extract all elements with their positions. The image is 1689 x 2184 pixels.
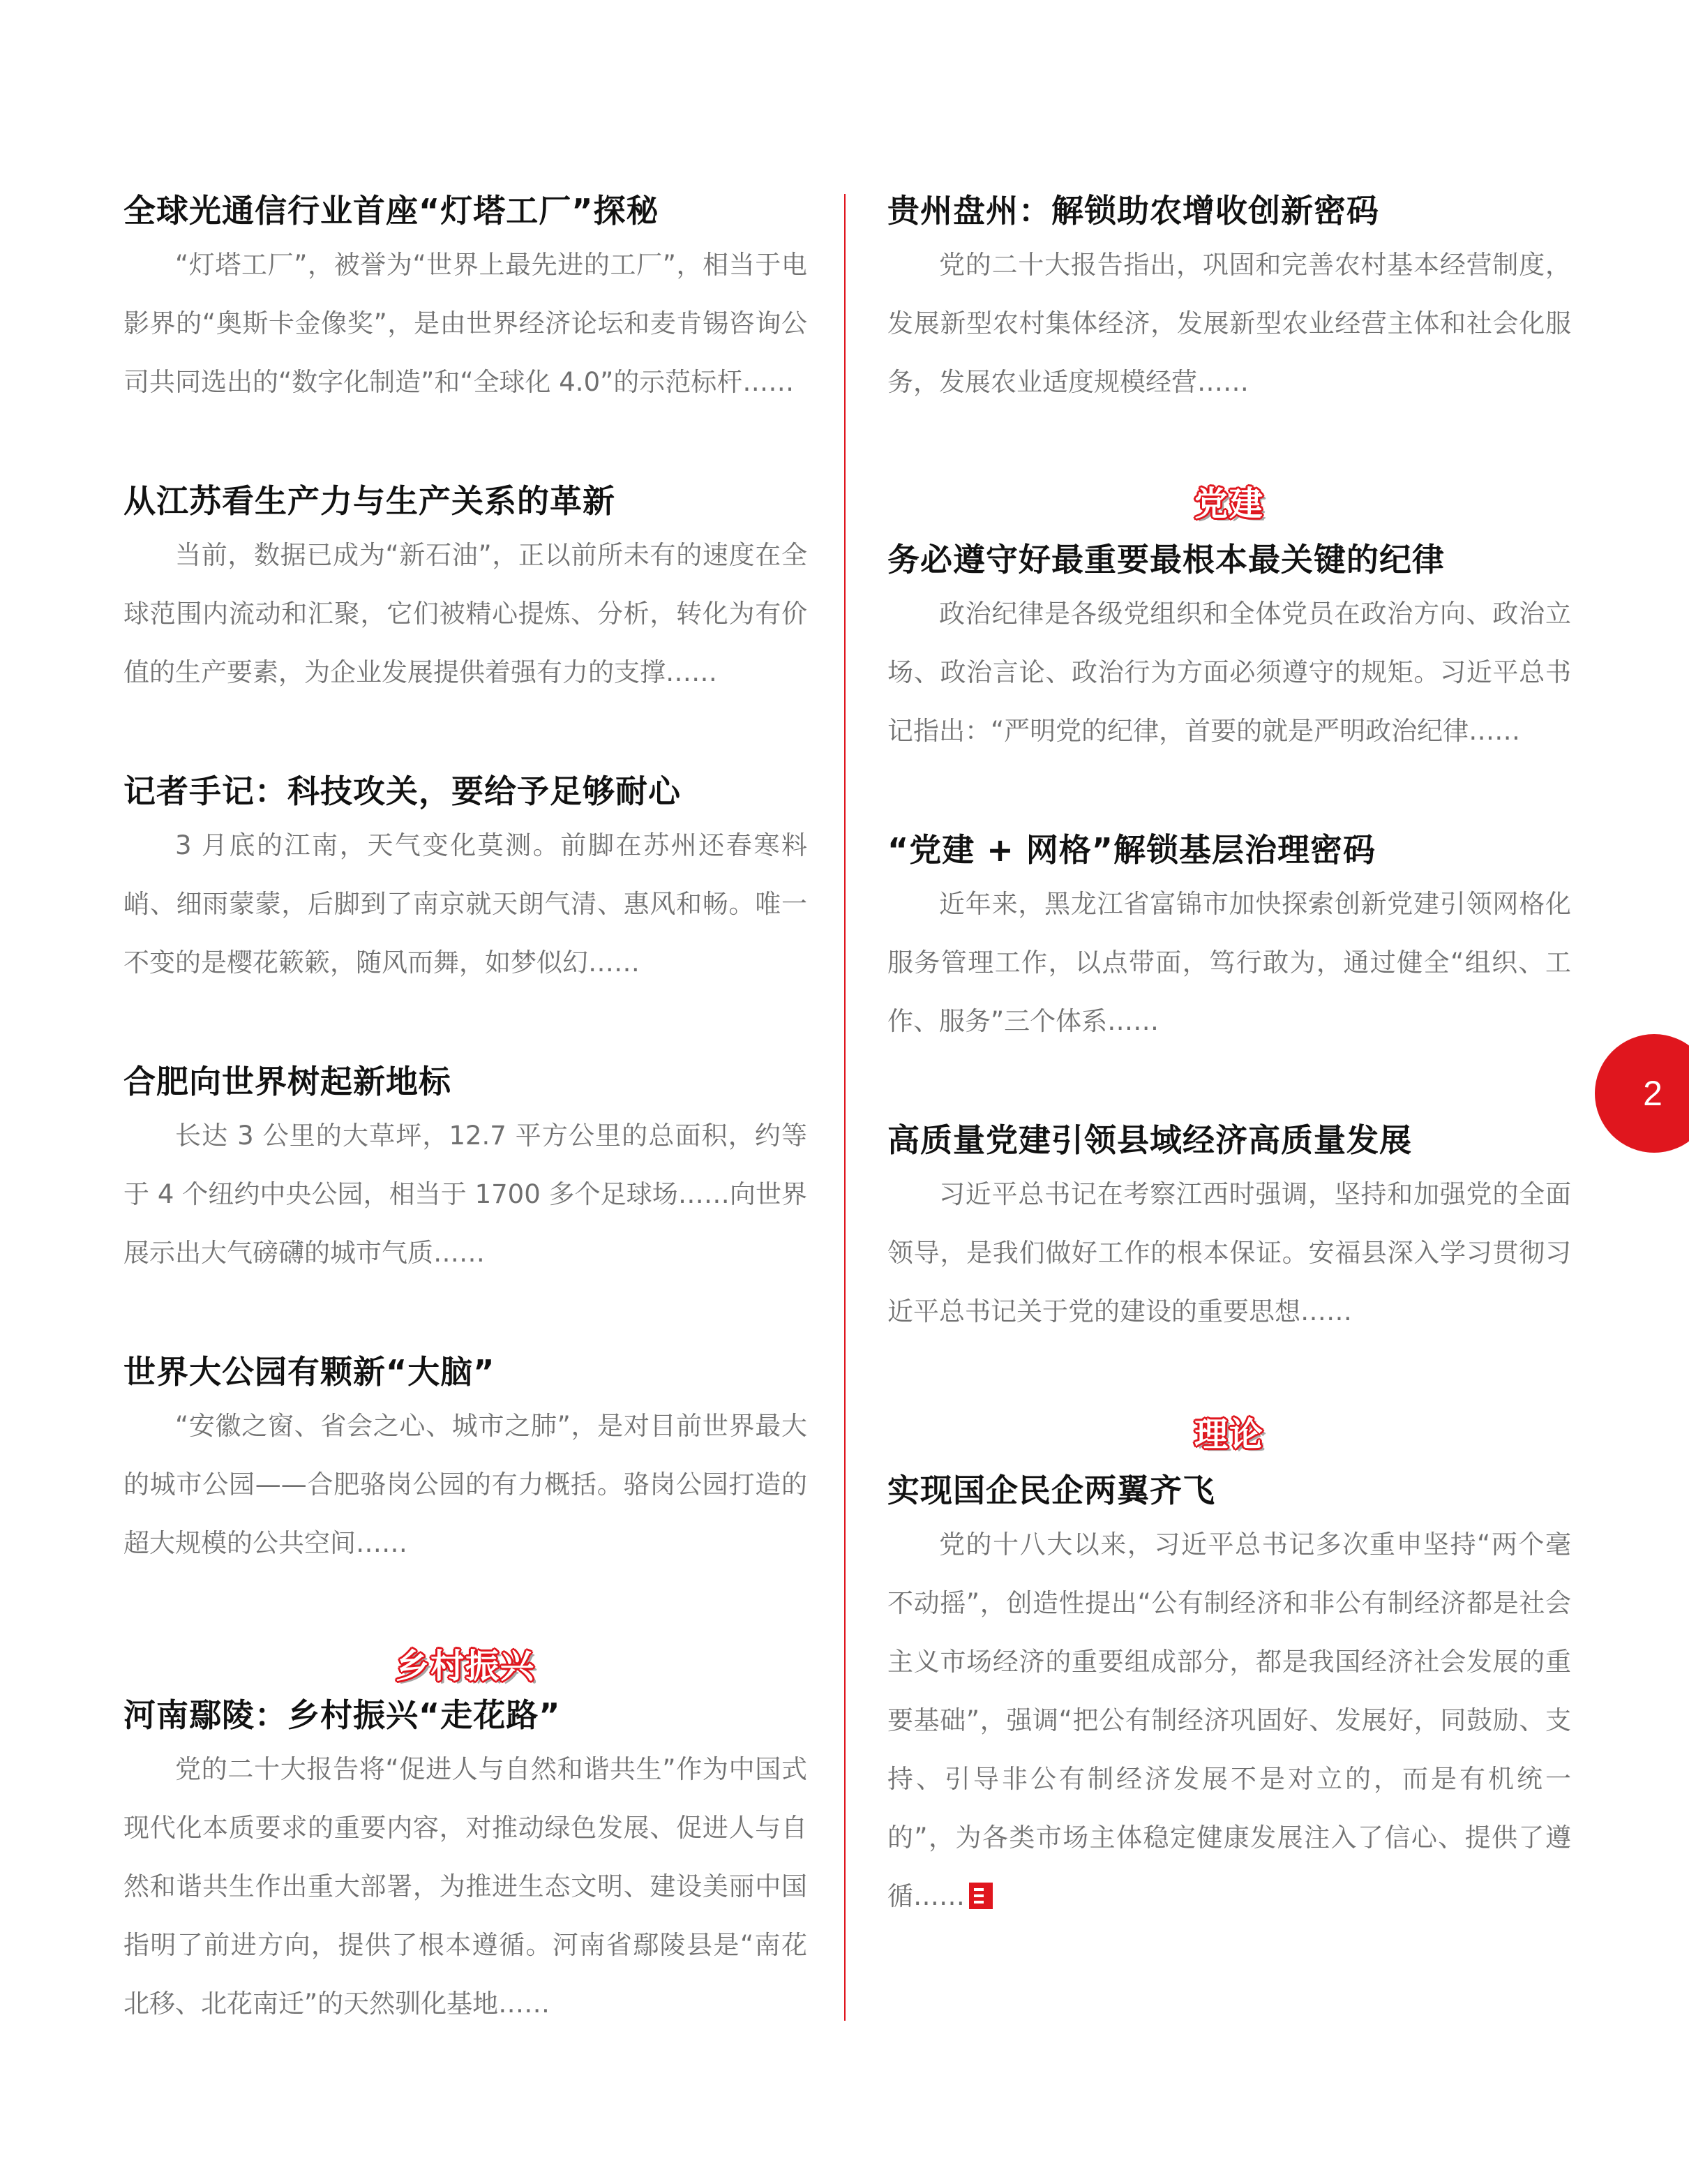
- article-county-economy[interactable]: [887, 1115, 1571, 1341]
- end-mark-icon: [969, 1883, 993, 1909]
- section-tag-rural-revitalization: [123, 1644, 807, 1689]
- article-title[interactable]: 合肥向世界树起新地标: [123, 1063, 451, 1100]
- article-title[interactable]: 务必遵守好最重要最根本最关键的纪律: [887, 541, 1445, 578]
- article-title[interactable]: 记者手记：科技攻关，要给予足够耐心: [123, 772, 681, 810]
- section-tag-party-building: [887, 481, 1571, 526]
- article-summary: 政治纪律是各级党组织和全体党员在政治方向、政治立场、政治言论、政治行为方面必须遵守的规矩。习近平总书记指出：“严明党的纪律，首要的就是严明政治纪律……: [887, 599, 1571, 746]
- article-summary: 党的二十大报告将“促进人与自然和谐共生”作为中国式现代化本质要求的重要内容，对推动绿色发展、促进人与自然和谐共生作出重大部署，为推进生态文明、建设美丽中国指明了前进方向，提供了根本遵循。河南省鄢陵县是“南花北移、北花南迁”的天然驯化基地……: [123, 1754, 807, 2019]
- article-title[interactable]: 贵州盘州：解锁助农增收创新密码: [887, 192, 1379, 230]
- article-summary: 近年来，黑龙江省富锦市加快探索创新党建引领网格化服务管理工作，以点带面，笃行敢为，通过健全“组织、工作、服务”三个体系……: [887, 889, 1571, 1036]
- article-summary: “安徽之窗、省会之心、城市之肺”，是对目前世界最大的城市公园——合肥骆岗公园的有力概括。骆岗公园打造的超大规模的公共空间……: [123, 1411, 807, 1558]
- article-summary: “灯塔工厂”，被誉为“世界上最先进的工厂”，相当于电影界的“奥斯卡金像奖”，是由世界经济论坛和麦肯锡咨询公司共同选出的“数字化制造”和“全球化 4.0”的示范标杆……: [123, 250, 807, 397]
- article-party-grid[interactable]: [887, 825, 1571, 1051]
- section-tag-theory: [887, 1412, 1571, 1457]
- article-summary: 习近平总书记在考察江西时强调，坚持和加强党的全面领导，是我们做好工作的根本保证。安福县深入学习贯彻习近平总书记关于党的建设的重要思想……: [887, 1179, 1571, 1326]
- article-summary: 当前，数据已成为“新石油”，正以前所未有的速度在全球范围内流动和汇聚，它们被精心提炼、分析，转化为有价值的生产要素，为企业发展提供着强有力的支撑……: [123, 540, 807, 687]
- page-number: 2: [1643, 1074, 1662, 1113]
- article-summary-text: 党的十八大以来，习近平总书记多次重申坚持“两个毫不动摇”，创造性提出“公有制经济和非公有制经济都是社会主义市场经济的重要组成部分，都是我国经济社会发展的重要基础”，强调“把公有制经济巩固好、发展好，同鼓励、支持、引导非公有制经济发展不是对立的，而是有机统一的”，为各类市场主体稳定健康发展注入了信心、提供了遵循……: [887, 1529, 1571, 1911]
- article-summary: 3 月底的江南，天气变化莫测。前脚在苏州还春寒料峭、细雨蒙蒙，后脚到了南京就天朗气清、惠风和畅。唯一不变的是樱花簌簌，随风而舞，如梦似幻……: [123, 830, 807, 978]
- article-henan-yanling[interactable]: [123, 1690, 807, 2033]
- article-soe-private[interactable]: [887, 1465, 1571, 1926]
- article-guizhou-panzhou[interactable]: [887, 186, 1571, 412]
- section-label: 党建: [1194, 484, 1264, 523]
- article-park-brain[interactable]: [123, 1347, 807, 1573]
- article-title[interactable]: 全球光通信行业首座“灯塔工厂”探秘: [123, 192, 659, 230]
- article-title[interactable]: 从江苏看生产力与生产关系的革新: [123, 482, 615, 520]
- article-party-discipline[interactable]: [887, 534, 1571, 761]
- article-jiangsu-productivity[interactable]: [123, 476, 807, 702]
- column-divider: [844, 194, 846, 2021]
- article-summary: 党的二十大报告指出，巩固和完善农村基本经营制度，发展新型农村集体经济，发展新型农业经营主体和社会化服务，发展农业适度规模经营……: [887, 250, 1571, 397]
- article-title[interactable]: 河南鄢陵：乡村振兴“走花路”: [123, 1696, 561, 1734]
- article-lighthouse-factory[interactable]: [123, 186, 807, 412]
- article-hefei-landmark[interactable]: [123, 1056, 807, 1282]
- article-reporter-notes[interactable]: [123, 766, 807, 992]
- article-title[interactable]: “党建 + 网格”解锁基层治理密码: [887, 831, 1376, 869]
- page-number-badge: [1595, 1034, 1689, 1153]
- article-title[interactable]: 高质量党建引领县域经济高质量发展: [887, 1121, 1412, 1159]
- section-label: 乡村振兴: [395, 1647, 535, 1686]
- article-summary: 长达 3 公里的大草坪，12.7 平方公里的总面积，约等于 4 个纽约中央公园，相当于 1700 多个足球场……向世界展示出大气磅礴的城市气质……: [123, 1121, 807, 1268]
- article-title[interactable]: 世界大公园有颗新“大脑”: [123, 1353, 495, 1391]
- article-title[interactable]: 实现国企民企两翼齐飞: [887, 1472, 1215, 1509]
- article-summary: [887, 1516, 1571, 1926]
- section-label: 理论: [1194, 1415, 1264, 1454]
